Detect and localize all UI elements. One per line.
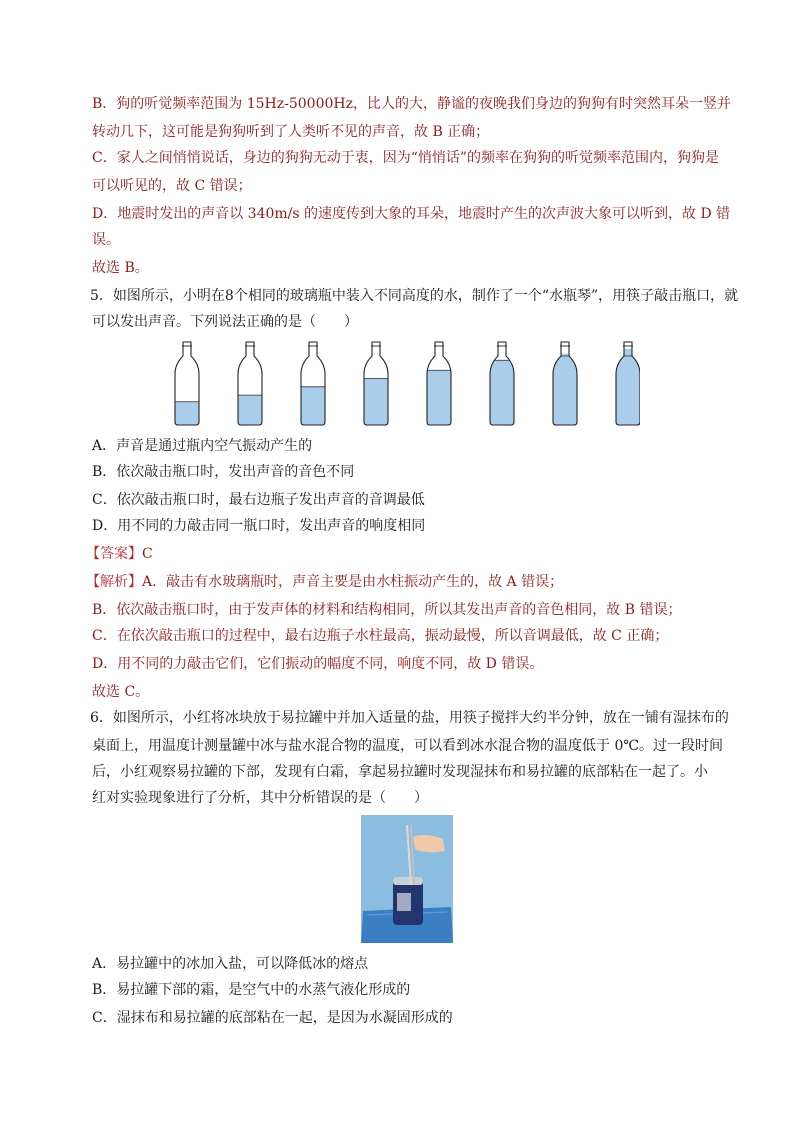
q6-option-b: B．易拉罐下部的霜，是空气中的水蒸气液化形成的 [92,982,411,998]
q5-option-b: B．依次敲击瓶口时，发出声音的音色不同 [92,464,355,480]
bottle [551,342,579,427]
bottle-water [425,370,453,427]
q5-analysis-b: B．依次敲击瓶口时，由于发声体的材料和结构相同，所以其发出声音的音色相同，故 B 错误； [92,602,682,618]
bottle [488,342,516,427]
bottle [425,342,453,427]
bottle-water [488,360,516,427]
q4-analysis-c-line2: 可以听见的，故 C 错误； [92,178,252,194]
bottle-water [362,379,390,427]
q5-analysis-d: D．用不同的力敲击它们，它们振动的幅度不同，响度不同，故 D 错误。 [92,656,544,672]
q5-analysis-c: C．在依次敲击瓶口的过程中，最右边瓶子水柱最高，振动最慢，所以音调最低，故 C 正确； [92,628,669,644]
q5-option-a: A．声音是通过瓶内空气振动产生的 [92,438,313,454]
q4-analysis-d-line2: 误。 [92,232,120,248]
q4-analysis-d-line1: D．地震时发出的声音以 340m/s 的速度传到大象的耳朵，地震时产生的次声波大象可以听到，故 D 错 [92,206,731,222]
bottle [362,342,390,427]
analysis-a-text: A．敲击有水玻璃瓶时，声音主要是由水柱振动产生的，故 A 错误； [142,574,564,590]
bottle-water [173,402,201,427]
q6-option-a: A．易拉罐中的冰加入盐，可以降低冰的熔点 [92,956,369,972]
bottle [614,342,640,427]
bottle [236,342,264,427]
answer-tag: 【答案】 [86,546,142,562]
q5-option-d: D．用不同的力敲击同一瓶口时，发出声音的响度相同 [92,518,426,534]
q4-analysis-b-line2: 转动几下，这可能是狗狗听到了人类听不见的声音，故 B 正确； [92,124,490,140]
q4-conclusion: 故选 B。 [92,260,149,276]
q5-option-c: C．依次敲击瓶口时，最右边瓶子发出声音的音调最低 [92,492,425,508]
q6-stem-line1: 6．如图所示，小红将冰块放于易拉罐中并加入适量的盐，用筷子搅拌大约半分钟，放在一铺有湿抹布的 [90,710,729,726]
q5-answer [86,544,153,564]
q6-option-c: C．湿抹布和易拉罐的底部粘在一起，是因为水凝固形成的 [92,1010,453,1026]
analysis-tag: 【解析】 [86,574,142,590]
water-bottles-figure [170,340,640,428]
can-label [397,893,411,911]
q5-conclusion: 故选 C。 [92,684,150,700]
q4-analysis-c-line1: C．家人之间悄悄说话，身边的狗狗无动于衷，因为“悄悄话”的频率在狗狗的听觉频率范围内，狗狗是 [92,150,720,166]
ice-can-photo [361,815,453,943]
bottle [173,342,201,427]
q5-stem-line2: 可以发出声音。下列说法正确的是（ ） [92,314,358,330]
bottle-water [236,395,264,427]
q5-analysis-a [86,572,563,592]
q6-stem-line3: 后，小红观察易拉罐的下部，发现有白霜，拿起易拉罐时发现湿抹布和易拉罐的底部粘在一起了。小 [92,764,708,780]
answer-value: C [142,546,153,562]
q6-stem-line4: 红对实验现象进行了分析，其中分析错误的是（ ） [92,790,428,806]
q5-stem-line1: 5．如图所示，小明在8个相同的玻璃瓶中装入不同高度的水，制作了一个“水瓶琴”，用筷子敲击瓶口，就 [90,288,739,304]
q4-analysis-b-line1: B．狗的听觉频率范围为 15Hz-50000Hz，比人的大，静谧的夜晚我们身边的狗狗有时突然耳朵一竖并 [92,96,731,112]
bottle-water [299,387,327,427]
bottle [299,342,327,427]
q6-stem-line2: 桌面上，用温度计测量罐中冰与盐水混合物的温度，可以看到冰水混合物的温度低于 0℃。过一段时间 [92,738,724,754]
can-top [393,877,423,885]
